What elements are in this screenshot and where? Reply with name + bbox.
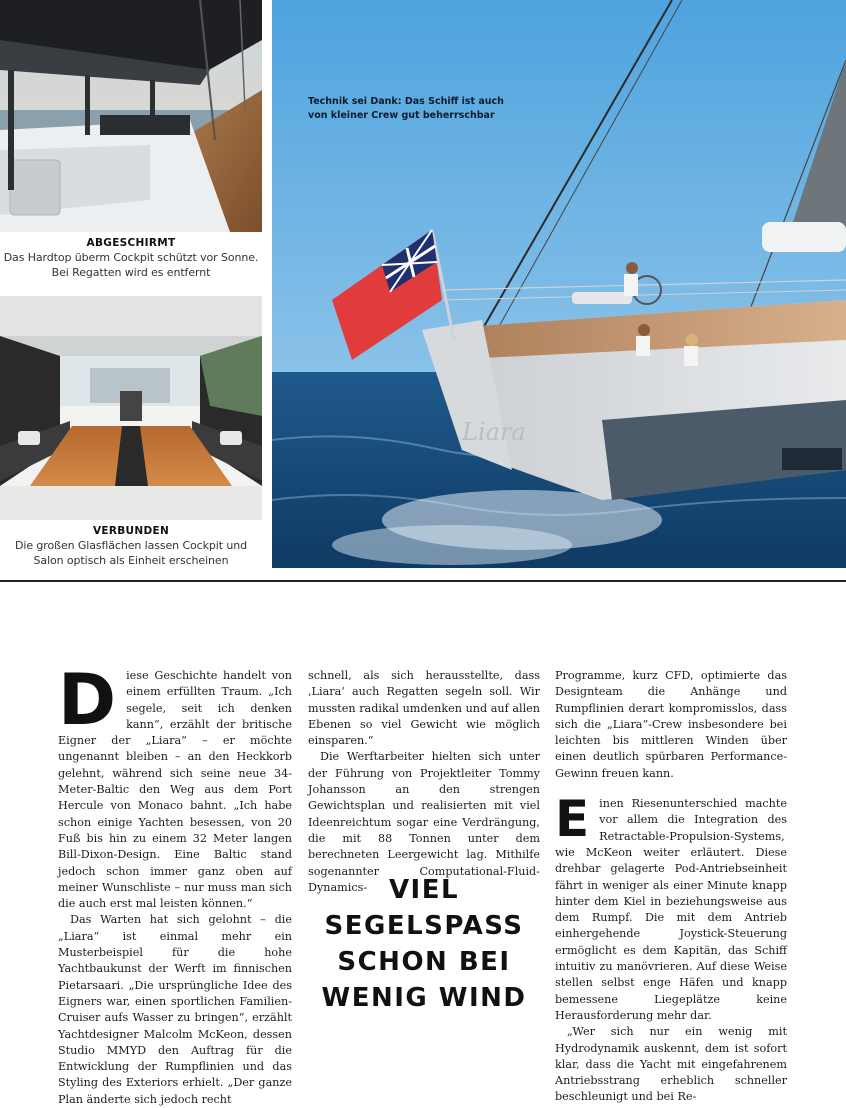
article-column-2 — [308, 668, 540, 896]
article-col3-paragraph-3: „Wer sich nur ein wenig mit Hydrodynamik auskennt, dem ist sofort klar, dass die Yacht mit eingefahrenem Antriebsstrang erheblich schneller beschleunigt und bei Re- — [555, 1025, 787, 1104]
caption-salon-text: Die großen Glasflächen lassen Cockpit und Salon optisch als Einheit erscheinen — [15, 539, 247, 567]
section-rule — [0, 580, 846, 582]
photo-salon — [0, 296, 262, 520]
article-col1-paragraph-2: Das Warten hat sich gelohnt – die „Liara“ ist einmal mehr ein Musterbeispiel für die hohe Yachtbaukunst der Werft im finnischen Pietarsaari. „Die ursprüngliche Idee des Eigners war, einen sportlichen Familien-Cruiser aufs Wasser zu bringen“, erzählt Yachtdesigner Malcolm McKeon, dessen Studio MMYD den Auftrag für die Entwicklung der Rumpflinien und das Styling des Exteriors erhielt. „Der ganze Plan änderte sich jedoch recht — [58, 913, 292, 1106]
overlay-caption-crew: Technik sei Dank: Das Schiff ist auch von kleiner Crew gut beherrschbar — [308, 96, 504, 121]
photo-yacht-main — [272, 0, 846, 568]
photo-cockpit-hardtop — [0, 0, 262, 232]
article-column-1 — [58, 659, 292, 1108]
hull-name-text: Liara — [462, 418, 526, 446]
dropcap-e: E — [555, 790, 590, 849]
caption-cockpit-title: ABGESCHIRMT — [86, 237, 176, 249]
article-col2-paragraph-2: Die Werftarbeiter hielten sich unter der Führung von Projektleiter Tommy Johansson an den strengen Gewichtsplan und realisierten mit viel Ideenreichtum sogar eine Verdrängung, die mit 88 Tonnen unter dem berechneten Leergewicht lag. Mithilfe sogenannter Computational-Fluid-Dynamics- — [308, 750, 540, 894]
caption-cockpit — [0, 237, 262, 280]
caption-cockpit-text: Das Hardtop überm Cockpit schützt vor Sonne. Bei Regatten wird es entfernt — [3, 251, 259, 279]
article-col1-paragraph-1: Diese Geschichte handelt von einem erfüllten Traum. „Ich segele, seit ich denken kann“, erzählt der britische Eigner der „Liara“ – er möchte ungenannt bleiben – an den Heckkorb gelehnt, während sich seine neue 34-Meter-Baltic den Weg aus dem Port Hercule von Monaco bahnt. „Ich habe schon einige Yachten besessen, von 20 Fuß bis hin zu einem 32 Meter langen Bill-Dixon-Design. Eine Baltic stand jedoch schon immer ganz oben auf meiner Wunschliste – nur muss man sich die auch erst mal leisten können.“ — [58, 659, 292, 911]
article-col3-paragraph-1: Programme, kurz CFD, optimierte das Designteam die Anhänge und Rumpflinien derart kompromisslos, dass sich die „Liara“-Crew insbesondere bei leichten bis mittleren Winden über einen deutlich spürbaren Performance-Gewinn freuen kann. — [555, 669, 787, 780]
dropcap-d: D — [58, 659, 117, 741]
article-col2-paragraph-1: schnell, als sich herausstellte, dass ‚Liara‘ auch Regatten segeln soll. Wir mussten radikal umdenken und auf allen Ebenen so viel Gewicht wie möglich einsparen.“ — [308, 669, 540, 748]
caption-salon-title: VERBUNDEN — [92, 525, 170, 537]
article-col3-paragraph-2: Einen Riesenunterschied machte vor allem die Integration des Retractable-Propulsion-Systems, wie McKeon weiter erläutert. Diese drehbar gelagerte Pod-Antriebseinheit fährt in weniger als einer Minute knapp hinter dem Kiel in beziehungsweise aus dem Rumpf. Die mit dem Antrieb einhergehende Joystick-Steuerung ermöglicht es dem Kapitän, das Schiff intuitiv zu manövrieren. Auf diese Weise stellen selbst enge Häfen und knapp bemessene Liegeplätze keine Herausforderung mehr dar. — [555, 790, 787, 1022]
pull-quote: VIEL SEGELSPASS SCHON BEI WENIG WIND — [321, 875, 527, 1013]
caption-salon — [0, 525, 262, 568]
photo-divider — [262, 0, 272, 568]
article-column-3 — [555, 668, 787, 1106]
